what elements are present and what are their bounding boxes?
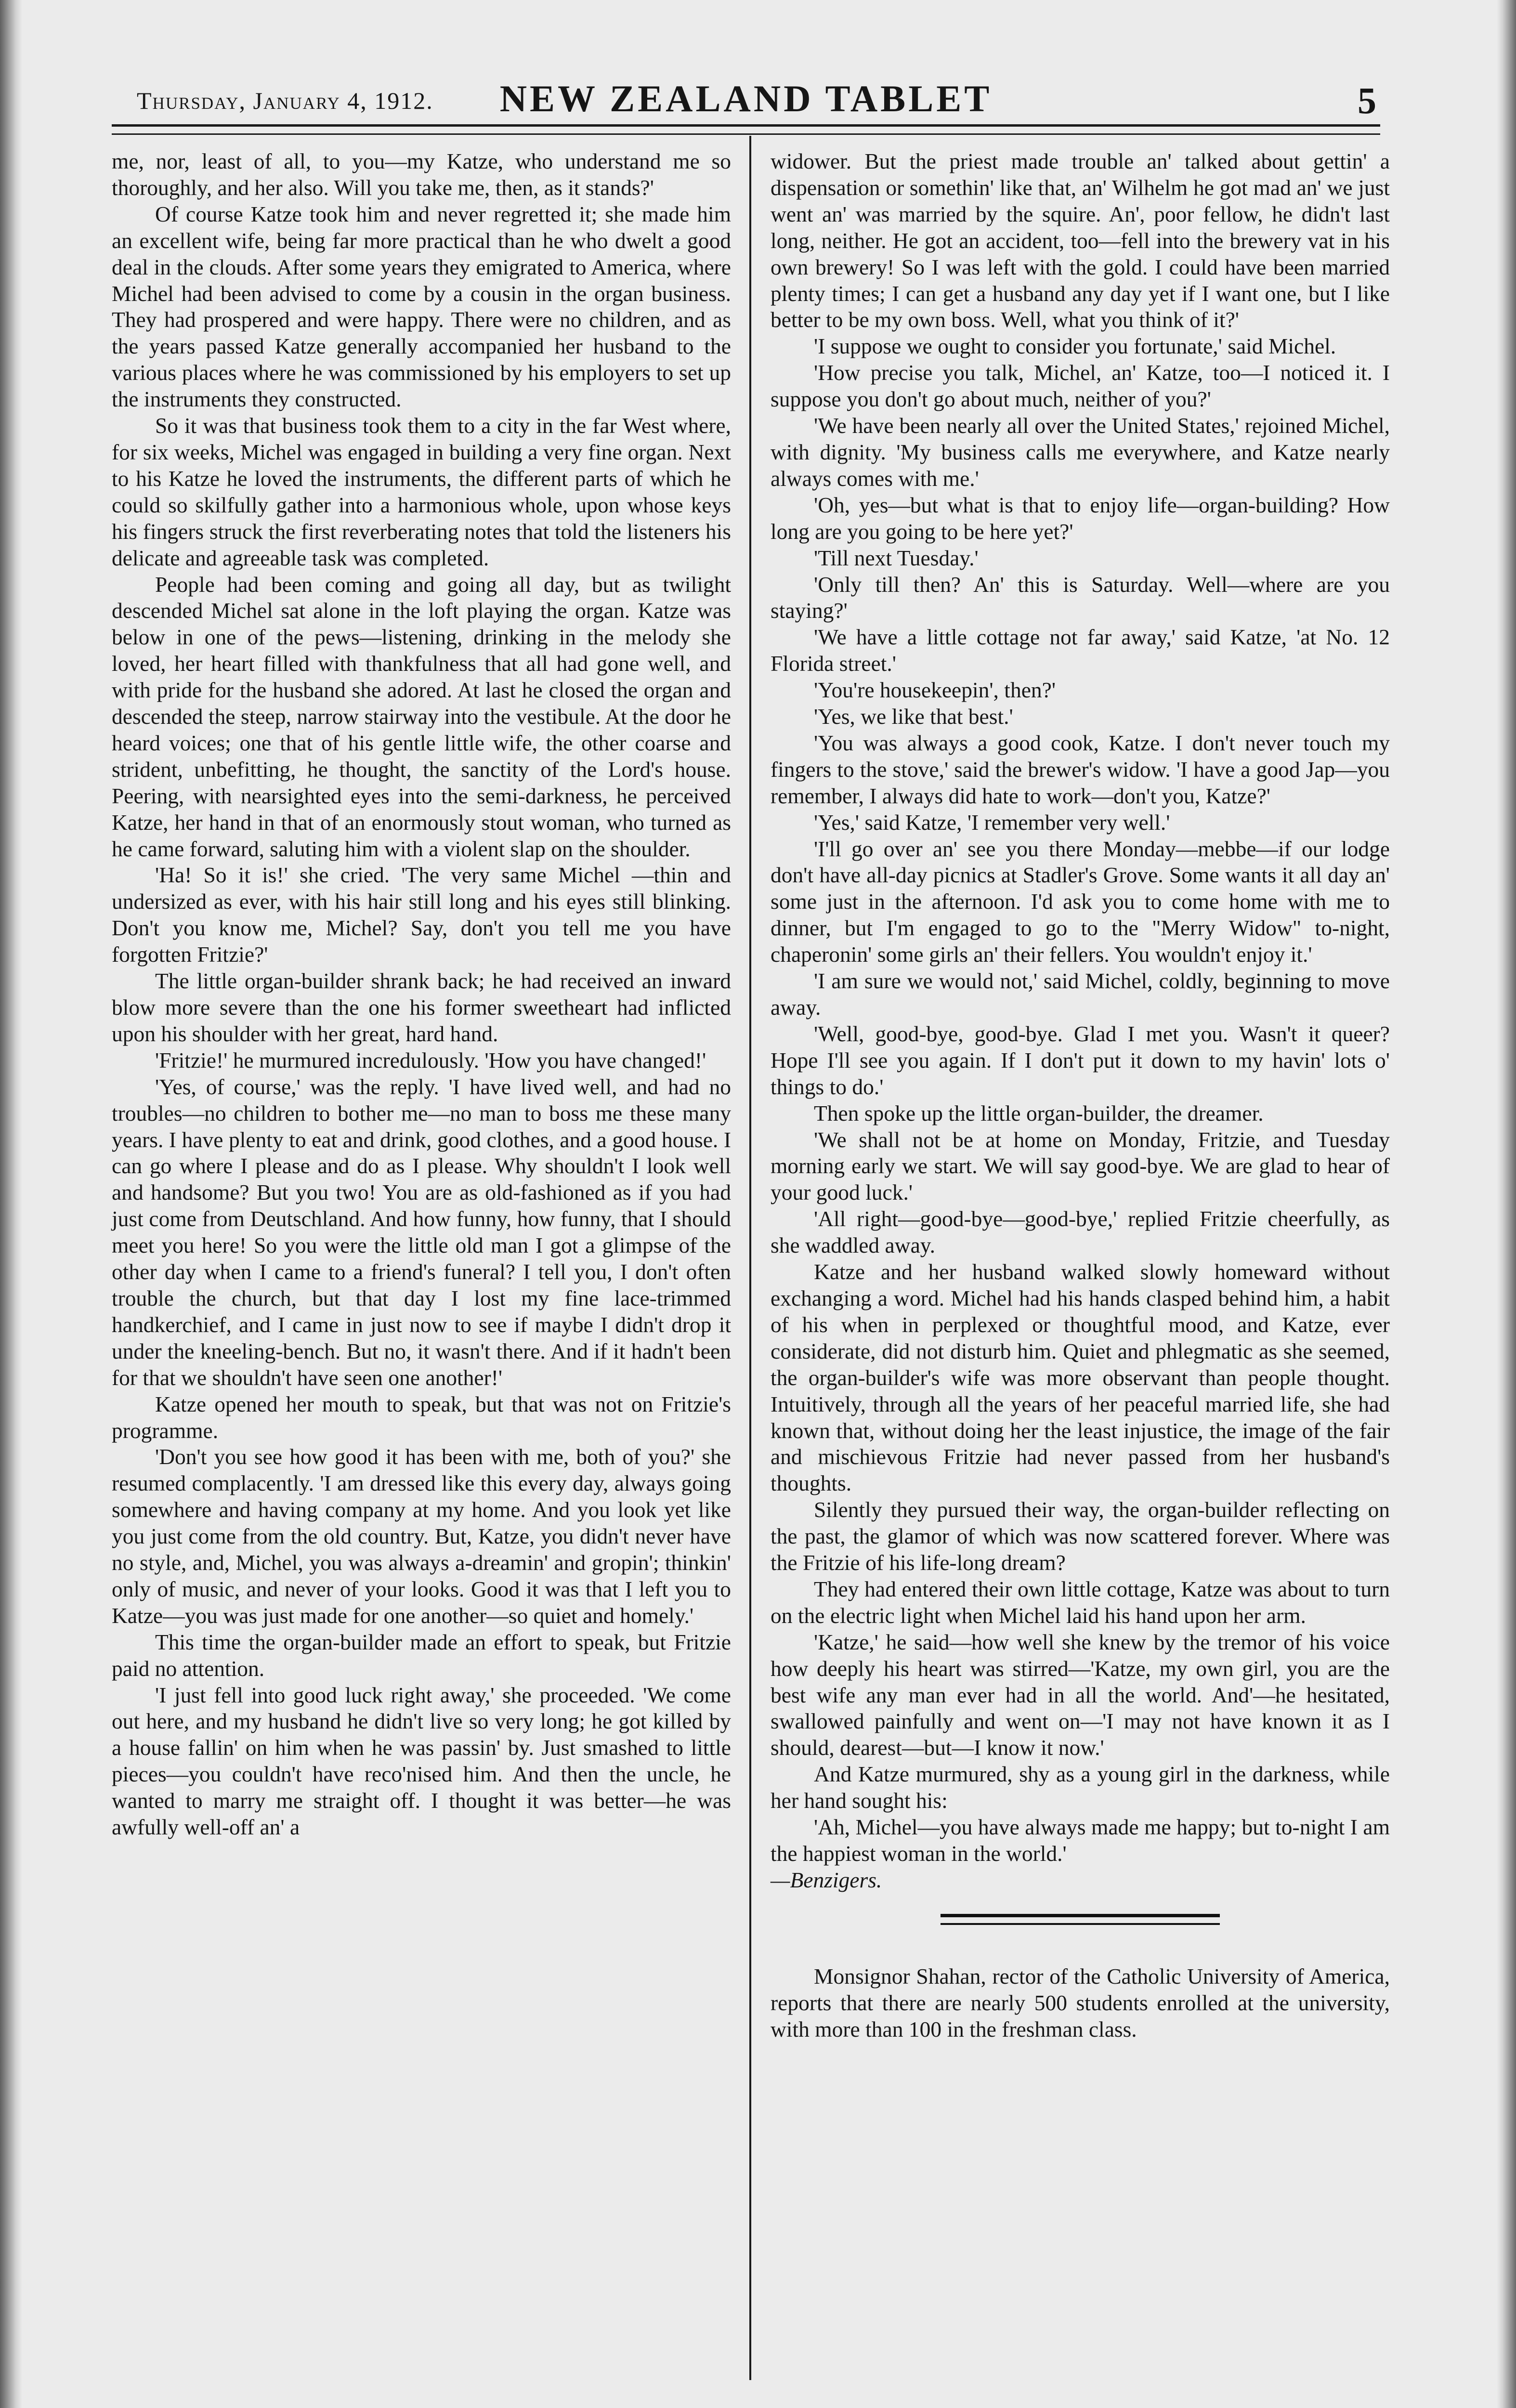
paragraph: And Katze murmured, shy as a young girl in the darkness, while her hand sought his: xyxy=(771,1762,1390,1813)
paragraph: 'Ah, Michel—you have always made me happy; but to-night I am the happiest woman in the world.' xyxy=(771,1815,1390,1866)
paragraph: Then spoke up the little organ-builder, the dreamer. xyxy=(814,1100,1264,1125)
paragraph: 'Katze,' he said—how well she knew by the tremor of his voice how deeply his heart was stirred—'Katze, my own girl, you are the best wife any man ever had in all the world. And'—he hesitated, swallowed painfully and went on—'I may not have known it as I should, dearest—but—I know it now.' xyxy=(771,1629,1390,1760)
paragraph: 'Till next Tuesday.' xyxy=(814,545,979,570)
publication-title: NEW ZEALAND TABLET xyxy=(499,78,993,119)
paragraph: 'Fritzie!' he murmured incredulously. 'How you have changed!' xyxy=(155,1047,706,1073)
header-rule xyxy=(112,124,1380,135)
page-edge-right xyxy=(1497,0,1516,2408)
paragraph: 'Yes, of course,' was the reply. 'I have lived well, and had no troubles—no children to bother me—no man to boss me these many years. I have plenty to eat and drink, good clothes, and a good house. I can go where I please and do as I please. Why shouldn't I look well and handsome? But you two! You are as old-fashioned as if you had just come from Deutschland. And how funny, how funny, that I should meet you here! So you were the little old man I got a glimpse of the other day when I came to a friend's funeral? I tell you, I don't often trouble the church, but that day I lost my fine lace-trimmed handkerchief, and I came in just now to see if maybe I didn't drop it under the kneeling-bench. But no, it wasn't there. And if it hadn't been for that we shouldn't have seen one another!' xyxy=(112,1074,731,1390)
news-item: Monsignor Shahan, rector of the Catholic University of America, reports that there are nearly 500 students enrolled at the university, with more than 100 in the freshman class. xyxy=(771,1963,1390,2042)
masthead xyxy=(112,77,1380,120)
right-column xyxy=(771,148,1390,2043)
paragraph: 'Yes, we like that best.' xyxy=(814,704,1013,729)
paragraph: widower. But the priest made trouble an' talked about gettin' a dispensation or somethin' like that, an' Wilhelm he got mad an' we just went an' was married by the squire. An', poor fellow, he didn't last long, neither. He got an accident, too—fell into the brewery vat in his own brewery! So I was left with the gold. I could have been married plenty times; I can get a husband any day yet if I want one, but I like better to be my own boss. Well, what you think of it?' xyxy=(771,149,1390,332)
paragraph: 'We have been nearly all over the United States,' rejoined Michel, with dignity. 'My business calls me everywhere, and Katze nearly always comes with me.' xyxy=(771,413,1390,491)
paragraph: The little organ-builder shrank back; he had received an inward blow more severe than the one his former sweetheart had inflicted upon his shoulder with her great, hard hand. xyxy=(112,968,731,1046)
paragraph: 'I am sure we would not,' said Michel, coldly, beginning to move away. xyxy=(771,968,1390,1020)
issue-date: Thursday, January 4, 1912. xyxy=(137,87,433,114)
paragraph: 'I just fell into good luck right away,' she proceeded. 'We come out here, and my husband he didn't live so very long; he got killed by a house fallin' on him when he was passin' by. Just smashed to little pieces—you couldn't have reco'nised him. And then the uncle, he wanted to marry me straight off. I thought it was better—he was awfully well-off an' a xyxy=(112,1682,731,1840)
paragraph: They had entered their own little cottage, Katze was about to turn on the electric light when Michel laid his hand upon her arm. xyxy=(771,1576,1390,1628)
page-number: 5 xyxy=(1358,79,1376,121)
paragraph: 'All right—good-bye—good-bye,' replied Fritzie cheerfully, as she waddled away. xyxy=(771,1206,1390,1258)
section-divider xyxy=(941,1914,1220,1925)
page-edge-left xyxy=(0,0,22,2408)
paragraph: Of course Katze took him and never regretted it; she made him an excellent wife, being far more practical than he who dwelt a good deal in the clouds. After some years they emigrated to America, where Michel had been advised to come by a cousin in the organ business. They had prospered and were happy. There were no children, and as the years passed Katze generally accompanied her husband to the various places where he was commissioned by his employers to set up the instruments they constructed. xyxy=(112,201,731,412)
paragraph: People had been coming and going all day, but as twilight descended Michel sat alone in the loft playing the organ. Katze was below in one of the pews—listening, drinking in the melody she loved, her heart filled with thankfulness that all had gone well, and with pride for the husband she adored. At last he closed the organ and descended the steep, narrow stairway into the vestibule. At the door he heard voices; one that of his gentle little wife, the other coarse and strident, unbefitting, he thought, the sanctity of the Lord's house. Peering, with nearsighted eyes into the semi-darkness, he perceived Katze, her hand in that of an enormously stout woman, who turned as he came forward, saluting him with a violent slap on the shoulder. xyxy=(112,572,731,861)
left-column xyxy=(112,148,731,1841)
paragraph: 'You was always a good cook, Katze. I don't never touch my fingers to the stove,' said the brewer's widow. 'I have a good Jap—you remember, I always did hate to work—don't you, Katze?' xyxy=(771,730,1390,808)
paragraph: Katze and her husband walked slowly homeward without exchanging a word. Michel had his hands clasped behind him, a habit of his when in perplexed or thoughtful mood, and Katze, ever considerate, did not disturb him. Quiet and phlegmatic as she seemed, the organ-builder's wife was more observant than people thought. Intuitively, through all the years of her peaceful married life, she had known that, without doing her the least injustice, the image of the fair and mischievous Fritzie had never passed from her husband's thoughts. xyxy=(771,1259,1390,1496)
paragraph: 'How precise you talk, Michel, an' Katze, too—I noticed it. I suppose you don't go about much, neither of you?' xyxy=(771,360,1390,412)
paragraph: 'Well, good-bye, good-bye. Glad I met you. Wasn't it queer? Hope I'll see you again. If I don't put it down to my havin' lots o' things to do.' xyxy=(771,1021,1390,1099)
paragraph: 'We shall not be at home on Monday, Fritzie, and Tuesday morning early we start. We will say good-bye. We are glad to hear of your good luck.' xyxy=(771,1127,1390,1205)
paragraph: 'Only till then? An' this is Saturday. Well—where are you staying?' xyxy=(771,572,1390,623)
paragraph: 'We have a little cottage not far away,' said Katze, 'at No. 12 Florida street.' xyxy=(771,625,1390,676)
paragraph: me, nor, least of all, to you—my Katze, who understand me so thoroughly, and her also. Will you take me, then, as it stands?' xyxy=(112,149,731,200)
paragraph: 'Yes,' said Katze, 'I remember very well.' xyxy=(814,810,1170,835)
paragraph: 'I'll go over an' see you there Monday—mebbe—if our lodge don't have all-day picnics at Stadler's Grove. Some wants it all day an' some just in the afternoon. I'd ask you to come home with me to dinner, but I'm engaged to go to the "Merry Widow" to-night, chaperonin' some girls an' their fellers. You wouldn't enjoy it.' xyxy=(771,836,1390,967)
paragraph: Katze opened her mouth to speak, but that was not on Fritzie's programme. xyxy=(112,1391,731,1443)
paragraph: 'You're housekeepin', then?' xyxy=(814,678,1056,703)
paragraph: 'I suppose we ought to consider you fortunate,' said Michel. xyxy=(814,334,1336,359)
paragraph: 'Ha! So it is!' she cried. 'The very same Michel —thin and undersized as ever, with his hair still long and his eyes still blinking. Don't you know me, Michel? Say, don't you tell me you have forgotten Fritzie?' xyxy=(112,863,731,967)
paragraph: This time the organ-builder made an effort to speak, but Fritzie paid no attention. xyxy=(112,1629,731,1681)
paragraph: So it was that business took them to a city in the far West where, for six weeks, Michel was engaged in building a very fine organ. Next to his Katze he loved the instruments, the different parts of which he could so skilfully gather into a harmonious whole, upon whose keys his fingers struck the first reverberating notes that told the listeners his delicate and agreeable task was completed. xyxy=(112,413,731,570)
paragraph: 'Don't you see how good it has been with me, both of you?' she resumed complacently. 'I am dressed like this every day, always going somewhere and having company at my home. And you look yet like you just come from the old country. But, Katze, you didn't never have no style, and, Michel, you was always a-dreamin' and gropin'; thinkin' only of music, and never of your looks. Good it was that I left you to Katze—you was just made for one another—so quiet and homely.' xyxy=(112,1444,731,1628)
column-divider xyxy=(749,136,751,2380)
story-attribution: —Benzigers. xyxy=(771,1867,882,1892)
paragraph: Silently they pursued their way, the organ-builder reflecting on the past, the glamor of which was now scattered forever. Where was the Fritzie of his life-long dream? xyxy=(771,1497,1390,1575)
paragraph: 'Oh, yes—but what is that to enjoy life—organ-building? How long are you going to be here yet?' xyxy=(771,492,1390,544)
